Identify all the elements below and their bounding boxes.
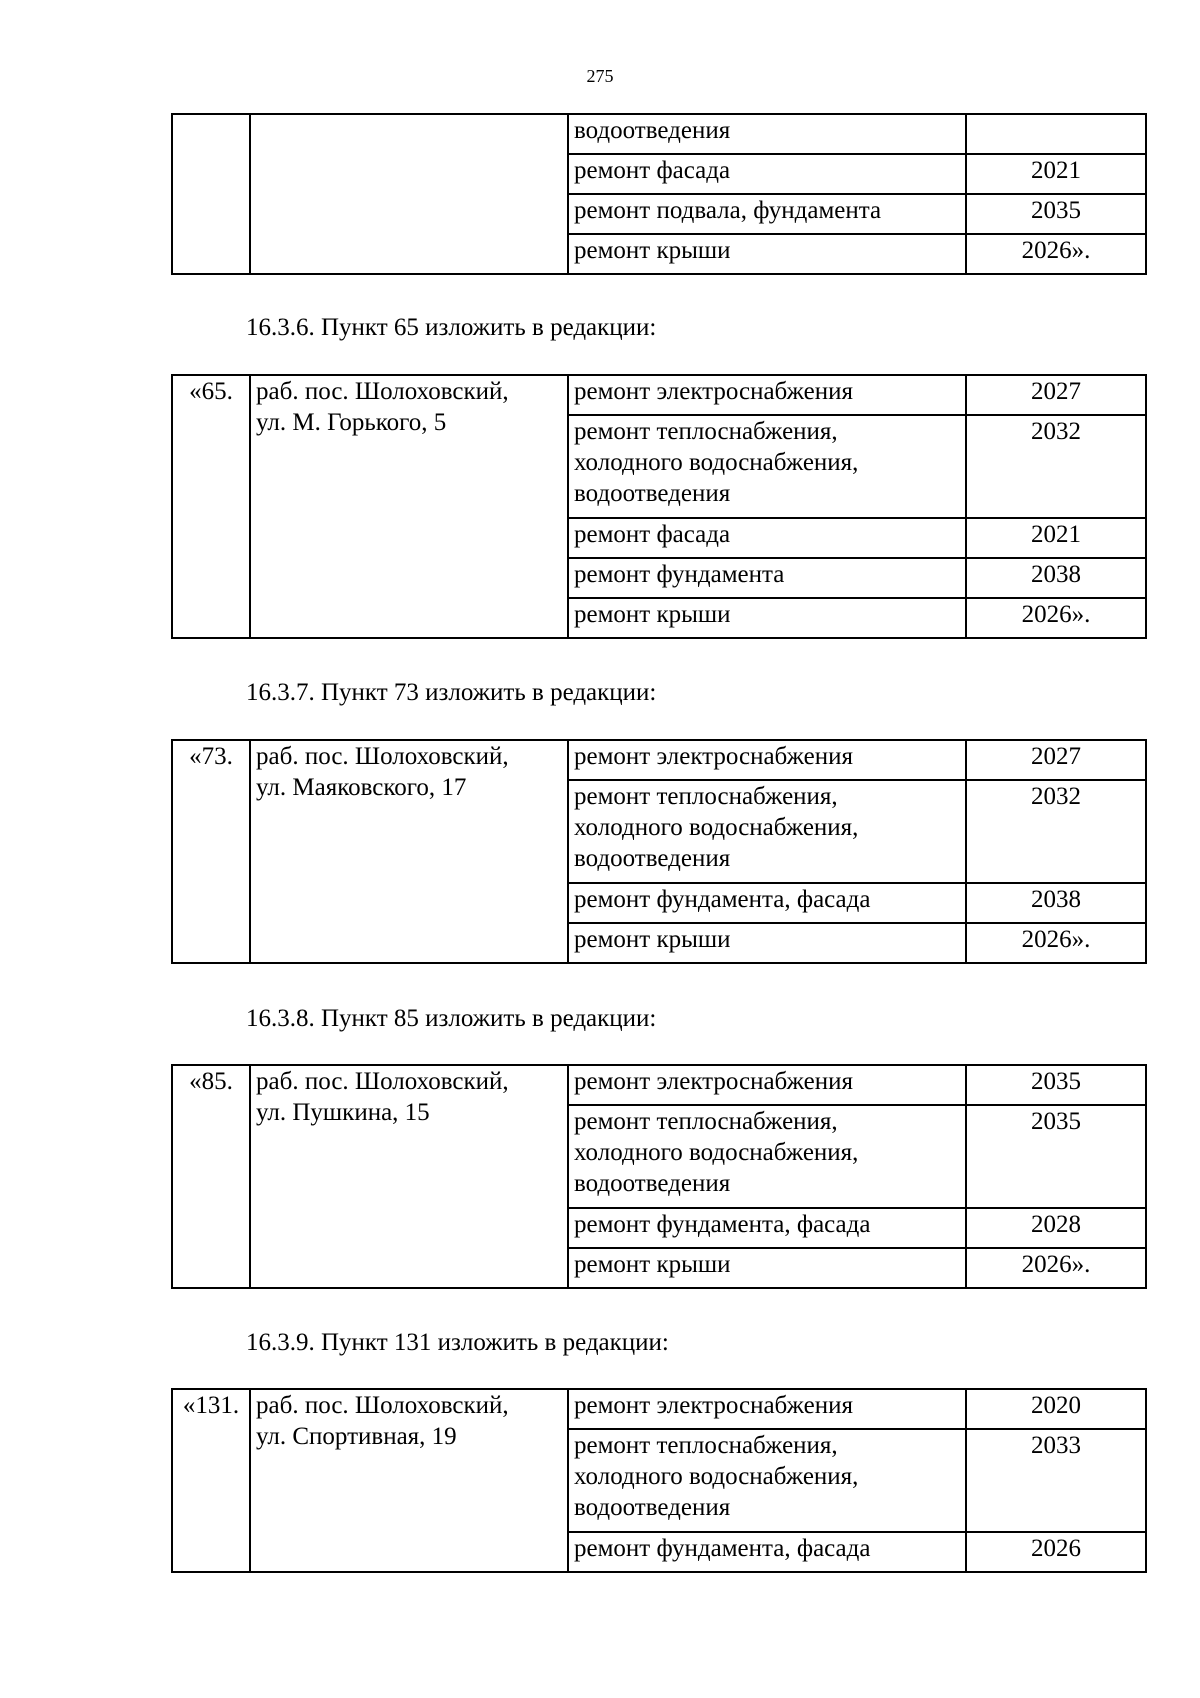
item-number-cell: «65. [172, 375, 250, 638]
table-row [172, 1065, 1146, 1105]
item-number-cell: «73. [172, 740, 250, 963]
year-cell: 2032 [966, 780, 1146, 883]
works-table-131 [171, 1388, 1147, 1573]
item-number-cell: «131. [172, 1389, 250, 1572]
works-table-73 [171, 739, 1147, 964]
work-type-cell: ремонт крыши [568, 923, 966, 963]
work-type-cell: ремонт крыши [568, 1248, 966, 1288]
work-type-cell: ремонт фасада [568, 154, 966, 194]
section-heading: 16.3.8. Пункт 85 изложить в редакции: [246, 1005, 657, 1032]
year-cell: 2020 [966, 1389, 1146, 1429]
year-cell: 2033 [966, 1429, 1146, 1532]
work-type-cell: ремонт крыши [568, 598, 966, 638]
work-type-cell: ремонт фундамента, фасада [568, 1208, 966, 1248]
page-number: 275 [586, 66, 614, 86]
work-type-cell: ремонт фундамента, фасада [568, 1532, 966, 1572]
work-type-cell: ремонт фундамента, фасада [568, 883, 966, 923]
work-type-cell: ремонт электроснабжения [568, 1389, 966, 1429]
year-cell: 2027 [966, 740, 1146, 780]
work-type-cell: водоотведения [568, 114, 966, 154]
carryover-table [171, 113, 1147, 275]
work-type-cell: ремонт электроснабжения [568, 375, 966, 415]
year-cell: 2026 [966, 1532, 1146, 1572]
year-cell: 2028 [966, 1208, 1146, 1248]
year-cell: 2035 [966, 1105, 1146, 1208]
year-cell: 2026». [966, 1248, 1146, 1288]
address-cell: раб. пос. Шолоховский, ул. Спортивная, 19 [250, 1389, 568, 1572]
year-cell: 2038 [966, 883, 1146, 923]
work-type-cell: ремонт фундамента [568, 558, 966, 598]
year-cell [966, 114, 1146, 154]
address-cell [250, 114, 568, 274]
work-type-cell: ремонт теплоснабжения, холодного водоснабжения, водоотведения [568, 1105, 966, 1208]
work-type-cell: ремонт электроснабжения [568, 1065, 966, 1105]
year-cell: 2026». [966, 923, 1146, 963]
year-cell: 2021 [966, 518, 1146, 558]
year-cell: 2021 [966, 154, 1146, 194]
work-type-cell: ремонт подвала, фундамента [568, 194, 966, 234]
table-row [172, 740, 1146, 780]
year-cell: 2032 [966, 415, 1146, 518]
work-type-cell: ремонт теплоснабжения, холодного водоснабжения, водоотведения [568, 415, 966, 518]
year-cell: 2027 [966, 375, 1146, 415]
table-row [172, 114, 1146, 154]
work-type-cell: ремонт крыши [568, 234, 966, 274]
works-table-65 [171, 374, 1147, 639]
work-type-cell: ремонт теплоснабжения, холодного водоснабжения, водоотведения [568, 780, 966, 883]
address-cell: раб. пос. Шолоховский, ул. Пушкина, 15 [250, 1065, 568, 1288]
item-number-cell [172, 114, 250, 274]
year-cell: 2035 [966, 1065, 1146, 1105]
work-type-cell: ремонт электроснабжения [568, 740, 966, 780]
year-cell: 2026». [966, 598, 1146, 638]
year-cell: 2026». [966, 234, 1146, 274]
address-cell: раб. пос. Шолоховский, ул. М. Горького, 5 [250, 375, 568, 638]
item-number-cell: «85. [172, 1065, 250, 1288]
section-heading: 16.3.6. Пункт 65 изложить в редакции: [246, 314, 657, 341]
table-row [172, 1389, 1146, 1429]
section-heading: 16.3.7. Пункт 73 изложить в редакции: [246, 679, 657, 706]
work-type-cell: ремонт фасада [568, 518, 966, 558]
work-type-cell: ремонт теплоснабжения, холодного водоснабжения, водоотведения [568, 1429, 966, 1532]
section-heading: 16.3.9. Пункт 131 изложить в редакции: [246, 1329, 669, 1356]
works-table-85 [171, 1064, 1147, 1289]
table-row [172, 375, 1146, 415]
year-cell: 2035 [966, 194, 1146, 234]
year-cell: 2038 [966, 558, 1146, 598]
address-cell: раб. пос. Шолоховский, ул. Маяковского, 17 [250, 740, 568, 963]
